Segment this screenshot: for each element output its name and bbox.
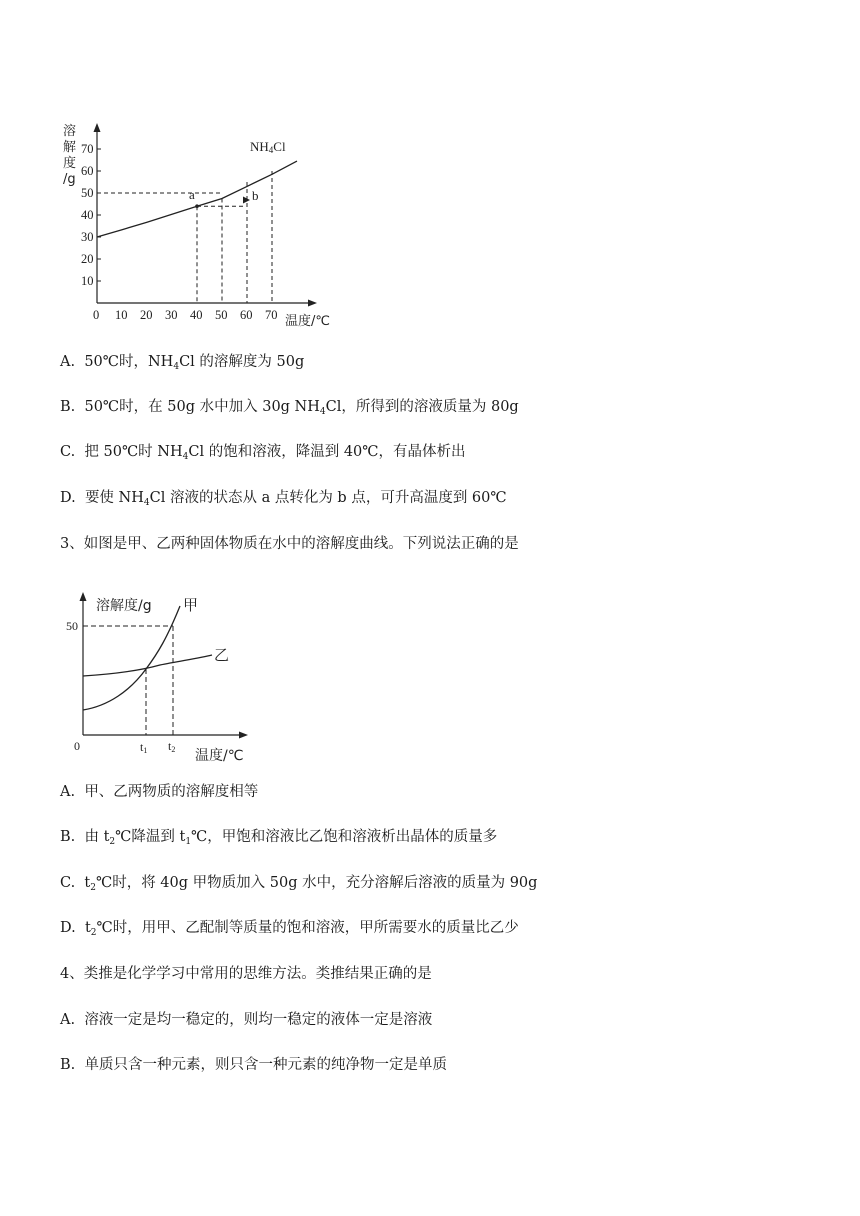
jia-yi-solubility-chart — [66, 588, 260, 764]
y-tick-label: 50 — [81, 186, 94, 200]
y-tick-label: 40 — [81, 208, 94, 222]
x-tick-label: 10 — [115, 308, 128, 322]
yi-curve — [83, 655, 212, 676]
q4-stem: 4、类推是化学学习中常用的思维方法。类推结果正确的是 — [60, 966, 432, 982]
y-label-char: 度 — [63, 156, 77, 171]
y-tick-50: 50 — [66, 619, 78, 633]
q3-option-a: A. 甲、乙两物质的溶解度相等 — [60, 784, 259, 800]
y-label-char: 解 — [63, 140, 77, 155]
x-axis-label: 温度/℃ — [285, 314, 330, 329]
q2-option-b: B. 50℃时，在 50g 水中加入 30g $NH_4Cl$，所得到的溶液质量为 80g — [60, 399, 519, 417]
point-label-a: a — [189, 187, 195, 202]
q3-option-c: C. $t_2℃$时，将 40g 甲物质加入 50g 水中，充分溶解后溶液的质量为 90g — [60, 875, 538, 893]
y-tick-label: 10 — [81, 274, 94, 288]
x-tick-t2: t2 — [168, 739, 176, 754]
origin-label: 0 — [74, 739, 80, 753]
x-tick-t1: t1 — [140, 740, 148, 755]
y-label-char: 溶 — [63, 124, 77, 139]
x-axis-label: 温度/℃ — [195, 748, 244, 764]
q4-option-a: A. 溶液一定是均一稳定的，则均一稳定的液体一定是溶液 — [60, 1012, 433, 1028]
nh4cl-solubility-chart — [55, 115, 355, 335]
x-tick-label: 20 — [140, 308, 153, 322]
q2-option-a: A. 50℃时，$NH_4Cl$ 的溶解度为 50g — [60, 354, 305, 372]
jia-curve — [83, 606, 180, 710]
q4-option-b: B. 单质只含一种元素，则只含一种元素的纯净物一定是单质 — [60, 1057, 447, 1073]
curve-label-yi: 乙 — [214, 646, 230, 664]
curve-label-jia: 甲 — [183, 596, 199, 614]
x-tick-label: 50 — [215, 308, 228, 322]
y-tick-label: 20 — [81, 252, 94, 266]
y-axis-label: 溶解度/g — [96, 598, 152, 614]
q3-option-d: D. $t_2℃$时，用甲、乙配制等质量的饱和溶液，甲所需要水的质量比乙少 — [60, 920, 519, 938]
q2-option-d: D. 要使 $NH_4Cl$ 溶液的状态从 a 点转化为 b 点，可升高温度到 60℃ — [60, 490, 507, 508]
q3-option-b: B. 由 $t_2℃$降温到 $t_1℃$，甲饱和溶液比乙饱和溶液析出晶体的质量多 — [60, 829, 498, 847]
nh4cl-curve — [97, 161, 297, 237]
point-a — [195, 204, 199, 208]
y-label-char: /g — [63, 172, 76, 187]
q3-stem: 3、如图是甲、乙两种固体物质在水中的溶解度曲线。下列说法正确的是 — [60, 536, 519, 552]
x-tick-label: 40 — [190, 308, 203, 322]
x-tick-label: 70 — [265, 308, 278, 322]
y-tick-label: 70 — [81, 142, 94, 156]
point-label-b: b — [252, 188, 259, 203]
x-tick-label: 60 — [240, 308, 253, 322]
x-tick-label: 0 — [93, 308, 100, 322]
q2-option-c: C. 把 50℃时 $NH_4Cl$ 的饱和溶液，降温到 40℃，有晶体析出 — [60, 444, 466, 462]
y-tick-label: 30 — [81, 230, 94, 244]
y-tick-label: 60 — [81, 164, 94, 178]
curve-label-nh4cl: NH4Cl — [250, 139, 286, 155]
x-tick-label: 30 — [165, 308, 178, 322]
